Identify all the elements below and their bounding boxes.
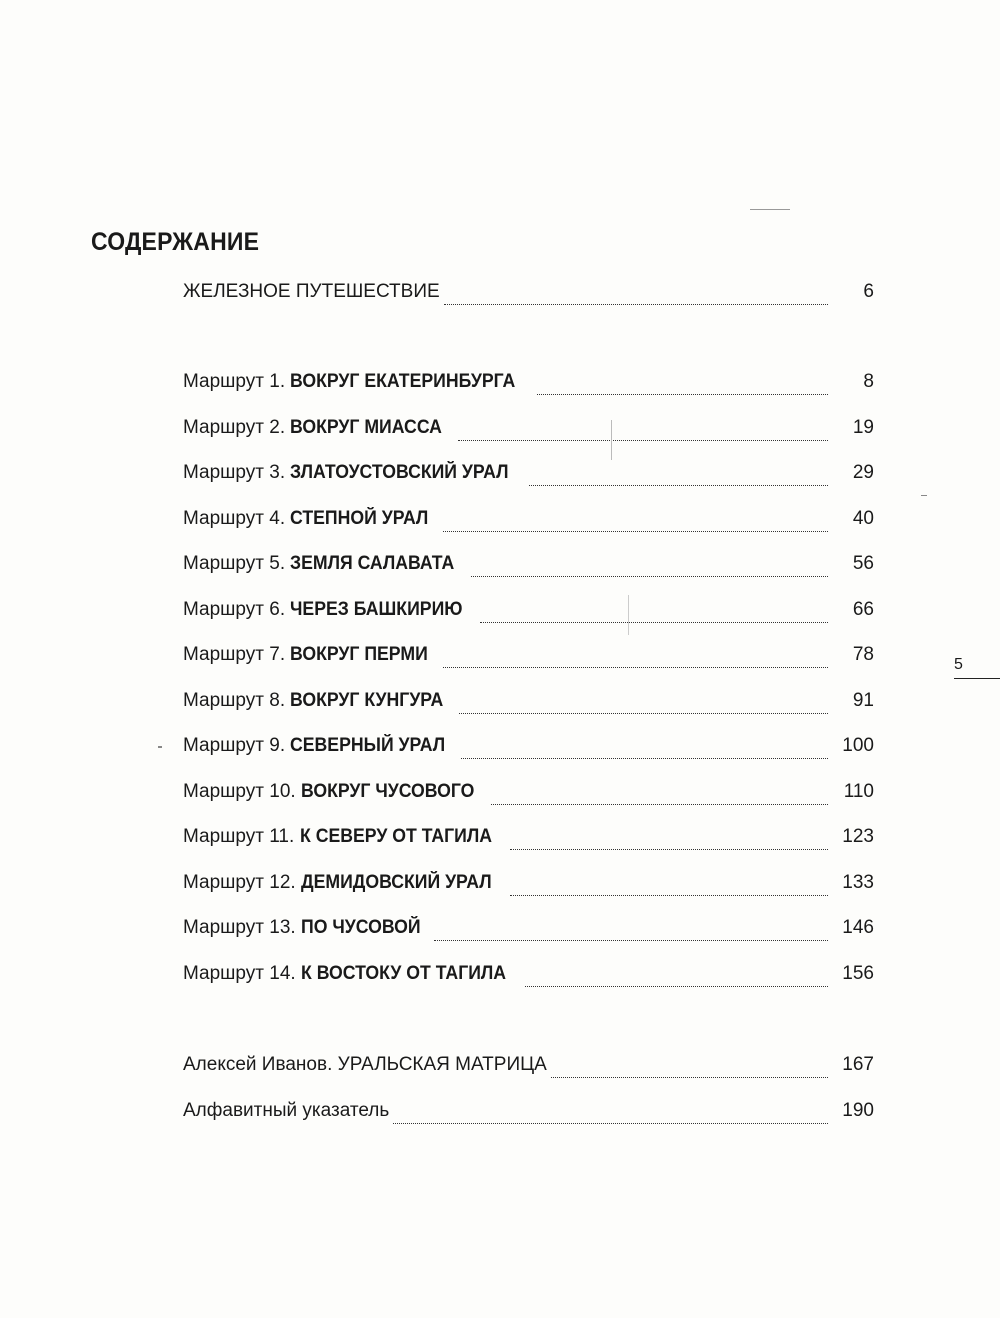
route-number: Маршрут 13.: [183, 917, 301, 938]
route-number: Маршрут 5.: [183, 553, 291, 574]
dot-leader: [525, 985, 828, 987]
route-number: Маршрут 7.: [183, 644, 291, 665]
toc-entry-route-11[interactable]: [183, 826, 874, 856]
dot-leader: [393, 1122, 828, 1124]
route-title: ВОКРУГ МИАССА: [290, 417, 443, 438]
toc-page-number: 123: [842, 826, 874, 847]
dot-leader: [471, 575, 828, 577]
toc-page-number: 133: [842, 872, 874, 893]
toc-page-number: 40: [852, 508, 874, 529]
toc-entry-route-13[interactable]: [183, 917, 874, 947]
scan-artifact: [921, 495, 927, 496]
toc-entry-route-10[interactable]: [183, 781, 874, 811]
toc-entry-title: Алфавитный указатель: [183, 1100, 390, 1121]
toc-page-number: 146: [842, 917, 874, 938]
dot-leader: [444, 303, 828, 305]
toc-page-number: 190: [842, 1100, 874, 1121]
dot-leader: [480, 621, 828, 623]
dot-leader: [551, 1076, 828, 1078]
route-title: ДЕМИДОВСКИЙ УРАЛ: [300, 872, 492, 893]
toc-entry-route-9[interactable]: [183, 735, 874, 765]
page-title: СОДЕРЖАНИЕ: [91, 228, 260, 256]
dot-leader: [434, 939, 828, 941]
route-title: ПО ЧУСОВОЙ: [300, 917, 421, 938]
toc-entry-index[interactable]: [183, 1100, 874, 1130]
route-number: Маршрут 8.: [183, 690, 291, 711]
route-number: Маршрут 6.: [183, 599, 291, 620]
route-number: Маршрут 10.: [183, 781, 301, 802]
route-number: Маршрут 9.: [183, 735, 291, 756]
dot-leader: [443, 666, 828, 668]
toc-entry-route-14[interactable]: [183, 963, 874, 993]
toc-entry-title: Алексей Иванов. УРАЛЬСКАЯ МАТРИЦА: [183, 1054, 547, 1075]
route-title: СТЕПНОЙ УРАЛ: [290, 508, 429, 529]
route-title: К СЕВЕРУ ОТ ТАГИЛА: [299, 826, 492, 847]
toc-entry-route-3[interactable]: [183, 462, 874, 492]
toc-entry-intro[interactable]: [183, 281, 874, 311]
toc-page-number: 8: [863, 371, 874, 392]
route-number: Маршрут 4.: [183, 508, 291, 529]
scan-artifact: [158, 746, 162, 748]
route-title: ВОКРУГ ЧУСОВОГО: [300, 781, 475, 802]
scan-artifact: [750, 209, 790, 210]
toc-entry-route-1[interactable]: [183, 371, 874, 401]
route-number: Маршрут 2.: [183, 417, 291, 438]
scan-artifact: [628, 595, 629, 635]
toc-page-number: 167: [842, 1054, 874, 1075]
route-title: ВОКРУГ ПЕРМИ: [290, 644, 429, 665]
route-title: ВОКРУГ ЕКАТЕРИНБУРГА: [290, 371, 516, 392]
route-title: ЗЛАТОУСТОВСКИЙ УРАЛ: [290, 462, 509, 483]
toc-page-number: 100: [842, 735, 874, 756]
toc-page-number: 19: [852, 417, 874, 438]
toc-entry-route-5[interactable]: [183, 553, 874, 583]
dot-leader: [537, 393, 828, 395]
route-title: СЕВЕРНЫЙ УРАЛ: [290, 735, 446, 756]
dot-leader: [458, 439, 828, 441]
toc-entry-ural-matrix[interactable]: [183, 1054, 874, 1084]
toc-page-number: 6: [863, 281, 874, 302]
dot-leader: [510, 848, 828, 850]
toc-page-number: 110: [843, 781, 874, 802]
dot-leader: [529, 484, 828, 486]
toc-entry-route-4[interactable]: [183, 508, 874, 538]
dot-leader: [459, 712, 828, 714]
route-title: ВОКРУГ КУНГУРА: [290, 690, 444, 711]
dot-leader: [510, 894, 828, 896]
toc-entry-route-12[interactable]: [183, 872, 874, 902]
toc-entry-route-2[interactable]: [183, 417, 874, 447]
toc-entry-route-8[interactable]: [183, 690, 874, 720]
route-title: ЧЕРЕЗ БАШКИРИЮ: [290, 599, 463, 620]
toc-page-number: 156: [842, 963, 874, 984]
toc-page-number: 56: [852, 553, 874, 574]
toc-entry-route-7[interactable]: [183, 644, 874, 674]
page-number-folio: 5: [954, 656, 1000, 679]
route-title: ЗЕМЛЯ САЛАВАТА: [290, 553, 455, 574]
dot-leader: [443, 530, 828, 532]
route-number: Маршрут 12.: [183, 872, 301, 893]
toc-page-number: 66: [852, 599, 874, 620]
route-number: Маршрут 1.: [183, 371, 291, 392]
scan-artifact: [611, 420, 612, 460]
toc-page-number: 78: [852, 644, 874, 665]
route-number: Маршрут 11.: [183, 826, 300, 847]
toc-entry-route-6[interactable]: [183, 599, 874, 629]
toc-page-number: 91: [852, 690, 874, 711]
route-number: Маршрут 3.: [183, 462, 291, 483]
route-title: К ВОСТОКУ ОТ ТАГИЛА: [300, 963, 507, 984]
dot-leader: [461, 757, 828, 759]
route-number: Маршрут 14.: [183, 963, 301, 984]
toc-page-number: 29: [852, 462, 874, 483]
dot-leader: [491, 803, 828, 805]
toc-entry-title: ЖЕЛЕЗНОЕ ПУТЕШЕСТВИЕ: [183, 281, 440, 302]
